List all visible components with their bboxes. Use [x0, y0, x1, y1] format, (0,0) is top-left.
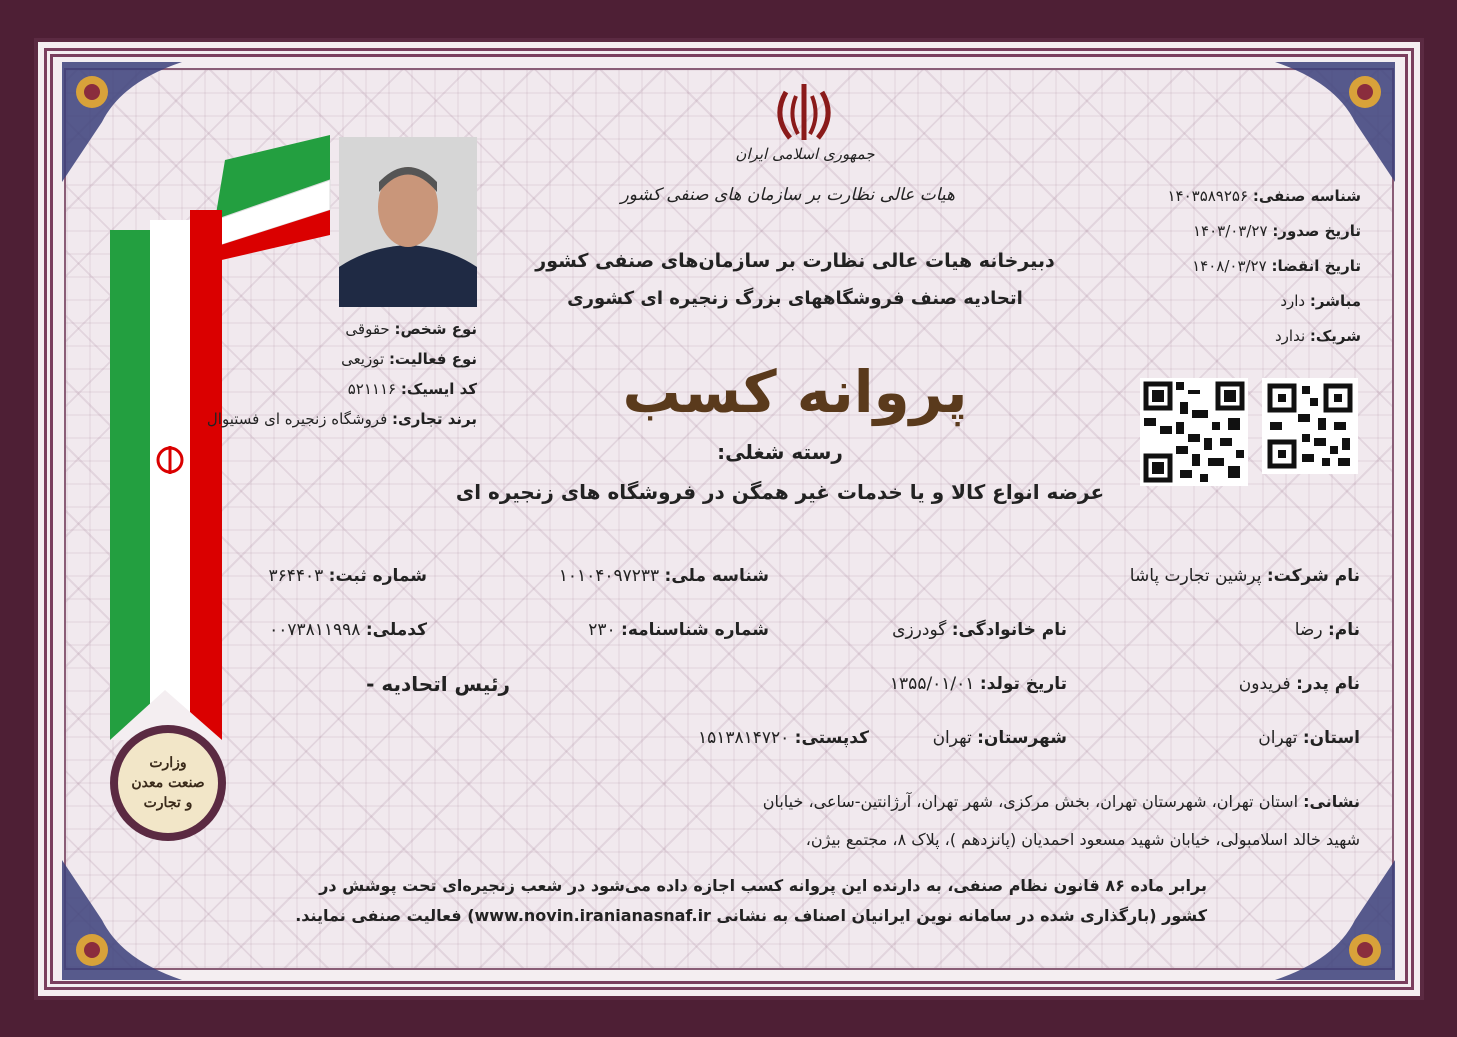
footer-line2: کشور (بارگذاری شده در سامانه نوین ایرانیان اصناف به نشانی www.novin.iranianasnaf.ir) فعالیت صنفی نمایند.: [295, 906, 1207, 925]
father-name: نام پدر: فریدون: [1238, 674, 1360, 694]
address-line1: نشانی: استان تهران، شهرستان تهران، بخش مرکزی، شهر تهران، آرژانتین-ساعی، خیابان: [762, 792, 1360, 811]
category-value: عرضه انواع کالا و یا خدمات غیر همگن در فروشگاه های زنجیره ای: [455, 480, 1105, 504]
qr-code-small[interactable]: [1262, 378, 1358, 474]
category-label: رسته شغلی:: [717, 440, 843, 464]
ministry-seal: [110, 725, 226, 841]
birth-date: تاریخ تولد: ۱۳۵۵/۰۱/۰۱: [889, 674, 1067, 694]
brand-name: برند تجاری: فروشگاه زنجیره ای فستیوال: [206, 410, 477, 428]
direct-manager: مباشر: دارد: [1280, 292, 1361, 310]
issue-date: تاریخ صدور: ۱۴۰۳/۰۳/۲۷: [1192, 222, 1361, 240]
footer-line1: برابر ماده ۸۶ قانون نظام صنفی، به دارنده این پروانه کسب اجازه داده می‌شود در شعب زنجیره‌ای تحت پوشش در: [319, 876, 1207, 895]
city: شهرستان: تهران: [932, 728, 1067, 748]
guild-id: شناسه صنفی: ۱۴۰۳۵۸۹۲۵۶: [1167, 187, 1361, 205]
isic-code: کد ایسیک: ۵۲۱۱۱۶: [347, 380, 477, 398]
first-name: نام: رضا: [1294, 620, 1360, 640]
company-name: نام شرکت: پرشین تجارت پاشا: [1129, 566, 1360, 586]
org-line1: دبیرخانه هیات عالی نظارت بر سازمان‌های صنفی کشور: [535, 250, 1055, 272]
postal-code: کدپستی: ۱۵۱۳۸۱۴۷۲۰: [697, 728, 869, 748]
qr-code-large[interactable]: [1140, 378, 1248, 486]
partner: شریک: ندارد: [1275, 327, 1361, 345]
role-title: رئیس اتحادیه -: [366, 672, 510, 696]
seal-text: وزارت صنعت معدن و تجارت: [131, 755, 205, 811]
national-code: کدملی: ۰۰۷۳۸۱۱۹۹۸: [269, 620, 427, 640]
holder-photo: [339, 137, 477, 307]
activity-type: نوع فعالیت: توزیعی: [341, 350, 477, 368]
address-line2: شهید خالد اسلامبولی، خیابان شهید مسعود احمدیان (پانزدهم )، پلاک ۸، مجتمع بیژن،: [805, 830, 1360, 849]
iran-emblem-icon: [772, 82, 836, 144]
id-number: شماره شناسنامه: ۲۳۰: [588, 620, 769, 640]
person-type: نوع شخص: حقوقی: [345, 320, 477, 338]
province: استان: تهران: [1258, 728, 1360, 748]
corner-ornament-bottom-right: [1275, 860, 1395, 980]
family-name: نام خانوادگی: گودرزی: [892, 620, 1067, 640]
registration-number: شماره ثبت: ۳۶۴۴۰۳: [268, 566, 427, 586]
org-line2: اتحادیه صنف فروشگاههای بزرگ زنجیره ای کشوری: [567, 288, 1023, 309]
org-calligraphy: هیات عالی نظارت بر سازمان های صنفی کشور: [620, 185, 955, 205]
corner-ornament-top-right: [1275, 62, 1395, 182]
emblem-caption: جمهوری اسلامی ایران: [735, 145, 875, 163]
corner-ornament-bottom-left: [62, 860, 182, 980]
national-id: شناسه ملی: ۱۰۱۰۴۰۹۷۲۳۳: [558, 566, 769, 586]
expiry-date: تاریخ انقضا: ۱۴۰۸/۰۳/۲۷: [1192, 257, 1361, 275]
flag-ribbon: [105, 130, 335, 750]
page-title: پروانه کسب: [622, 358, 968, 426]
